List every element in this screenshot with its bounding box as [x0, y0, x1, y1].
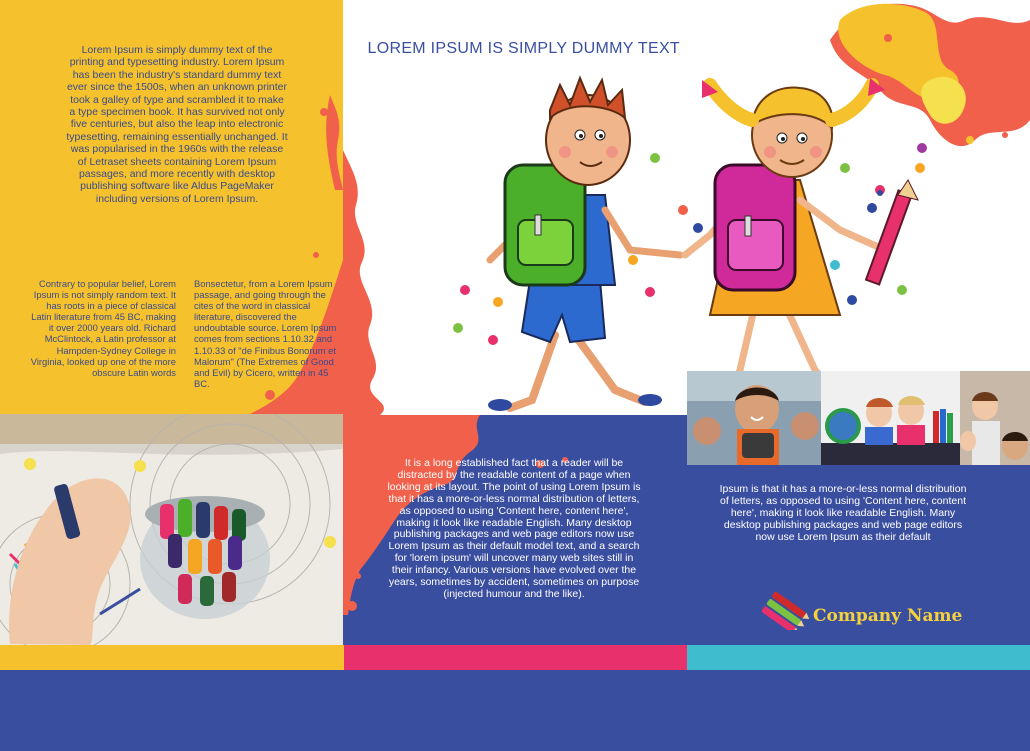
- headline: LOREM IPSUM IS SIMPLY DUMMY TEXT: [367, 40, 680, 57]
- child-photo-1: [687, 371, 821, 465]
- right-column-paragraph: Bonsectetur, from a Lorem Ipsum passage, and going through the cites of the word in classical literature, discovered the undoubtable source. Lorem Ipsum comes from sections 1.10.32 and 1.10.33 of "de Finibus Bonorum et Malorum" (The Extremes of Good and Evil) by Cicero, written in 45 BC.: [194, 278, 337, 389]
- intro-paragraph: Lorem Ipsum is simply dummy text of the printing and typesetting industry. Lorem Ipsum has been the industry's standard dummy text ever since the 1500s, when an unknown printer took a galley of type and scrambled it to make a type specimen book. It has survived not only five centuries, but also the leap into electronic typesetting, remaining essentially unchanged. It was popularised in the 1960s with the release of Letraset sheets containing Lorem Ipsum passages, and more recently with desktop publishing software like Aldus PageMaker including versions of Lorem Ipsum.: [66, 44, 288, 205]
- pencils-logo-icon: [762, 584, 810, 630]
- crayons-photo: [0, 414, 343, 645]
- classroom-kids-photo: [960, 371, 1030, 465]
- left-column-paragraph: Contrary to popular belief, Lorem Ipsum is not simply random text. It has roots in a piece of classical Latin literature from 45 BC, making it over 2000 years old. Richard McClintock, a Latin professor at Hampden-Sydney College in Virginia, looked up one of the more obscure Latin words: [30, 278, 176, 378]
- company-name: Company Name: [813, 606, 963, 626]
- children-desk-photo: [821, 371, 960, 465]
- right-paragraph: Ipsum is that it has a more-or-less normal distribution of letters, as opposed to using 'Content here, content here', making it look like readable English. Many desktop publishing packages and web page editors now use Lorem Ipsum as their default: [719, 483, 967, 543]
- kids-illustration: [440, 70, 940, 415]
- middle-paragraph: It is a long established fact that a reader will be distracted by the readable content of a page when looking at its layout. The point of using Lorem Ipsum is that it has a more-or-less normal distribution of letters, as opposed to using 'Content here, content here', making it look like readable English. Many desktop publishing packages and web page editors now use Lorem Ipsum as their default model text, and a search for 'lorem ipsum' will uncover many web sites still in their infancy. Various versions have evolved over the years, sometimes by accident, sometimes on purpose (injected humour and the like).: [387, 457, 641, 600]
